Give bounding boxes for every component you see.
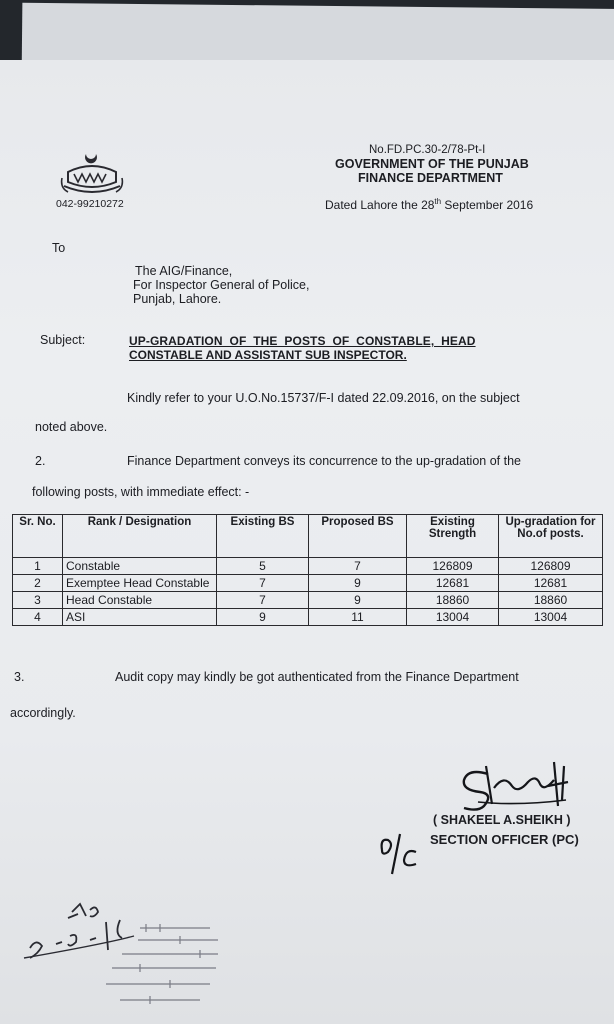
cell-upgradation: 18860 (499, 592, 603, 609)
addressee-line-3: Punjab, Lahore. (133, 292, 222, 306)
cell-sr: 2 (13, 575, 63, 592)
cell-proposed-bs: 7 (309, 558, 407, 575)
cell-proposed-bs: 9 (309, 592, 407, 609)
cell-proposed-bs: 9 (309, 575, 407, 592)
paragraph-1-line-2: noted above. (35, 420, 108, 434)
posts-upgradation-table (12, 514, 603, 626)
cell-upgradation: 12681 (499, 575, 603, 592)
punjab-government-emblem-icon (60, 150, 124, 198)
cell-rank: ASI (63, 609, 217, 626)
cell-existing-bs: 7 (217, 575, 309, 592)
table-row (13, 575, 603, 592)
letter-date: Dated Lahore the 28th September 2016 (325, 197, 534, 212)
table-row (13, 558, 603, 575)
cell-existing-bs: 7 (217, 592, 309, 609)
paragraph-2-line-1: Finance Department conveys its concurrence to the up-gradation of the (127, 454, 521, 468)
cell-existing-bs: 5 (217, 558, 309, 575)
subject-label: Subject: (40, 333, 86, 347)
cell-rank: Constable (63, 558, 217, 575)
table-header-row (13, 515, 603, 558)
paragraph-1-line-1: Kindly refer to your U.O.No.15737/F-I dated 22.09.2016, on the subject (127, 391, 520, 405)
header-upgradation: Up-gradation for No.of posts. (499, 515, 603, 558)
subject-line-1: UP-GRADATION OF THE POSTS OF CONSTABLE, HEAD (129, 334, 476, 348)
reference-number: No.FD.PC.30-2/78-Pt-I (369, 144, 486, 156)
header-rank: Rank / Designation (63, 515, 217, 558)
header-existing-bs: Existing BS (217, 515, 309, 558)
cell-rank: Exemptee Head Constable (63, 575, 217, 592)
officer-title: SECTION OFFICER (PC) (430, 832, 579, 847)
cell-existing-bs: 9 (217, 609, 309, 626)
subject-line-2: CONSTABLE AND ASSISTANT SUB INSPECTOR. (129, 348, 407, 362)
government-name: GOVERNMENT OF THE PUNJAB (335, 157, 529, 171)
cell-strength: 18860 (407, 592, 499, 609)
cell-sr: 1 (13, 558, 63, 575)
handwritten-date-and-stamp (10, 900, 260, 1020)
phone-number: 042-99210272 (56, 198, 124, 210)
header-sr-no: Sr. No. (13, 515, 63, 558)
to-label: To (52, 241, 66, 255)
officer-name: ( SHAKEEL A.SHEIKH ) (433, 813, 571, 827)
cell-sr: 4 (13, 609, 63, 626)
header-existing-strength: Existing Strength (407, 515, 499, 558)
handwritten-oc-mark (378, 830, 422, 876)
paragraph-2-number: 2. (35, 454, 46, 468)
paragraph-2-line-2: following posts, with immediate effect: - (32, 485, 250, 499)
header-proposed-bs: Proposed BS (309, 515, 407, 558)
paragraph-3-line-2: accordingly. (10, 706, 76, 720)
paragraph-3-number: 3. (14, 670, 25, 684)
cell-strength: 13004 (407, 609, 499, 626)
cell-rank: Head Constable (63, 592, 217, 609)
cell-upgradation: 13004 (499, 609, 603, 626)
department-name: FINANCE DEPARTMENT (358, 171, 503, 185)
cell-strength: 12681 (407, 575, 499, 592)
cell-upgradation: 126809 (499, 558, 603, 575)
cell-proposed-bs: 11 (309, 609, 407, 626)
cell-sr: 3 (13, 592, 63, 609)
addressee-line-2: For Inspector General of Police, (133, 278, 310, 292)
table-row (13, 609, 603, 626)
paragraph-3-line-1: Audit copy may kindly be got authenticated from the Finance Department (115, 670, 519, 684)
cell-strength: 126809 (407, 558, 499, 575)
table-row (13, 592, 603, 609)
addressee-line-1: The AIG/Finance, (135, 264, 233, 278)
signature-scribble (458, 758, 582, 812)
